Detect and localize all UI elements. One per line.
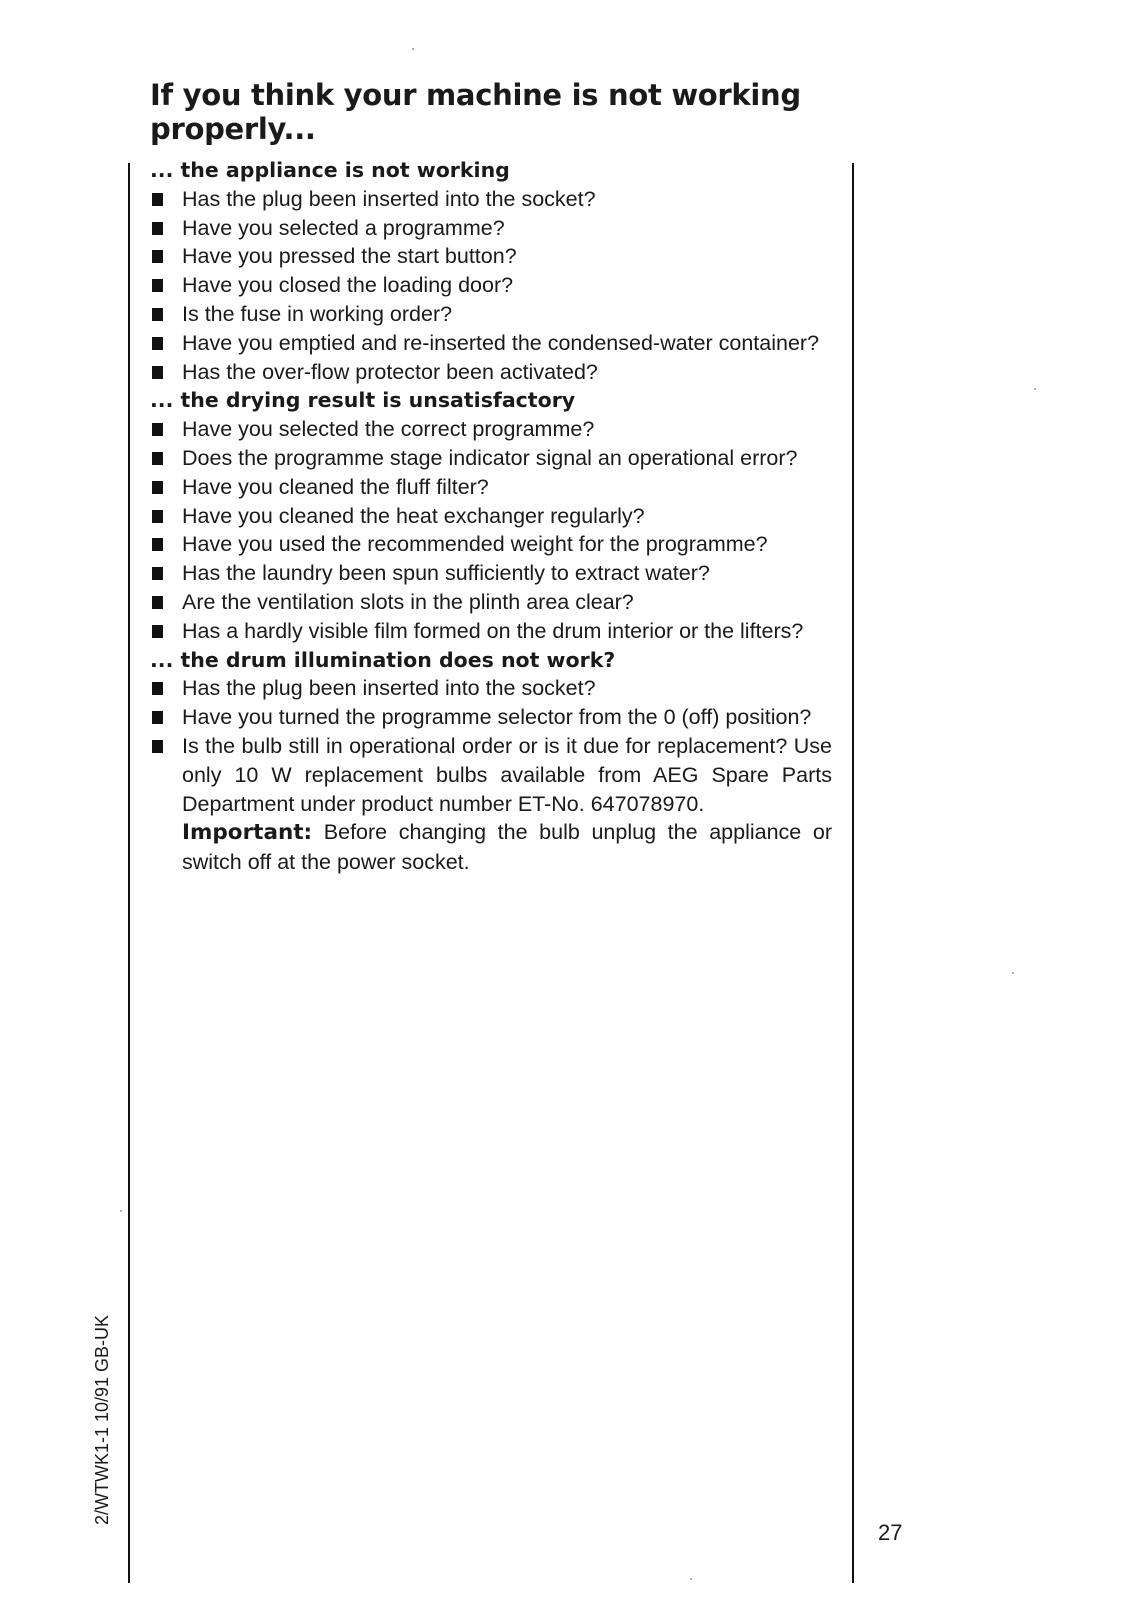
document-code: 2/WTWK1-1 10/91 GB-UK (92, 1314, 112, 1525)
list-item: Have you used the recommended weight for the programme? (150, 530, 832, 559)
list-item: Is the bulb still in operational order or is it due for replacement? Use only 10 W replacement bulbs available from AEG Spare Parts Department under product number ET-No. 647078970. Important: Before changing the bulb unplug the appliance or switch off at the power socket. (150, 732, 832, 877)
bullet-square-icon (152, 423, 163, 436)
bullet-square-icon (152, 510, 163, 523)
list-item: Have you cleaned the heat exchanger regularly? (150, 502, 832, 531)
bullet-square-icon (152, 366, 163, 379)
list-item: Has the plug been inserted into the socket? (150, 674, 832, 703)
list-item: Have you closed the loading door? (150, 271, 832, 300)
checklist (150, 415, 832, 645)
scan-speck (412, 48, 414, 50)
checklist (150, 674, 832, 877)
page-number: 27 (878, 1520, 903, 1545)
list-item: Has the over-flow protector been activated? (150, 358, 832, 387)
bullet-square-icon (152, 596, 163, 609)
list-item: Are the ventilation slots in the plinth area clear? (150, 588, 832, 617)
list-item: Is the fuse in working order? (150, 300, 832, 329)
bullet-square-icon (152, 481, 163, 494)
list-item: Does the programme stage indicator signal an operational error? (150, 444, 832, 473)
scan-speck (1034, 388, 1036, 390)
section-heading: ... the drying result is unsatisfactory (150, 388, 576, 413)
list-item: Have you emptied and re-inserted the condensed-water container? (150, 329, 832, 358)
list-item: Have you pressed the start button? (150, 242, 832, 271)
bullet-square-icon (152, 193, 163, 206)
scan-speck (120, 1210, 122, 1212)
bullet-square-icon (152, 279, 163, 292)
section-heading: ... the drum illumination does not work? (150, 647, 616, 672)
scan-speck (1012, 972, 1014, 974)
bullet-square-icon (152, 538, 163, 551)
list-item: Has the plug been inserted into the socket? (150, 185, 832, 214)
important-text: Before changing the bulb unplug the appliance or switch off at the power socket. (182, 820, 832, 875)
bullet-square-icon (152, 625, 163, 638)
left-margin-rule (128, 163, 130, 1583)
list-item: Have you turned the programme selector from the 0 (off) position? (150, 703, 832, 732)
bullet-square-icon (152, 222, 163, 235)
scan-speck (690, 1578, 692, 1580)
right-margin-rule (852, 163, 854, 1583)
bullet-square-icon (152, 740, 163, 753)
bullet-square-icon (152, 567, 163, 580)
important-label: Important: (182, 820, 313, 846)
list-item: Has a hardly visible film formed on the drum interior or the lifters? (150, 617, 832, 646)
bullet-square-icon (152, 308, 163, 321)
troubleshooting-list (150, 156, 832, 877)
bullet-square-icon (152, 682, 163, 695)
list-item: Have you selected a programme? (150, 214, 832, 243)
bullet-square-icon (152, 452, 163, 465)
list-item: Have you selected the correct programme? (150, 415, 832, 444)
bullet-square-icon (152, 711, 163, 724)
list-item: Have you cleaned the fluff filter? (150, 473, 832, 502)
list-item: Has the laundry been spun sufficiently to extract water? (150, 559, 832, 588)
checklist (150, 185, 832, 387)
bullet-square-icon (152, 337, 163, 350)
bullet-square-icon (152, 250, 163, 263)
section-heading: ... the appliance is not working (150, 158, 510, 182)
page-title: If you think your machine is not working properly... (150, 78, 801, 146)
